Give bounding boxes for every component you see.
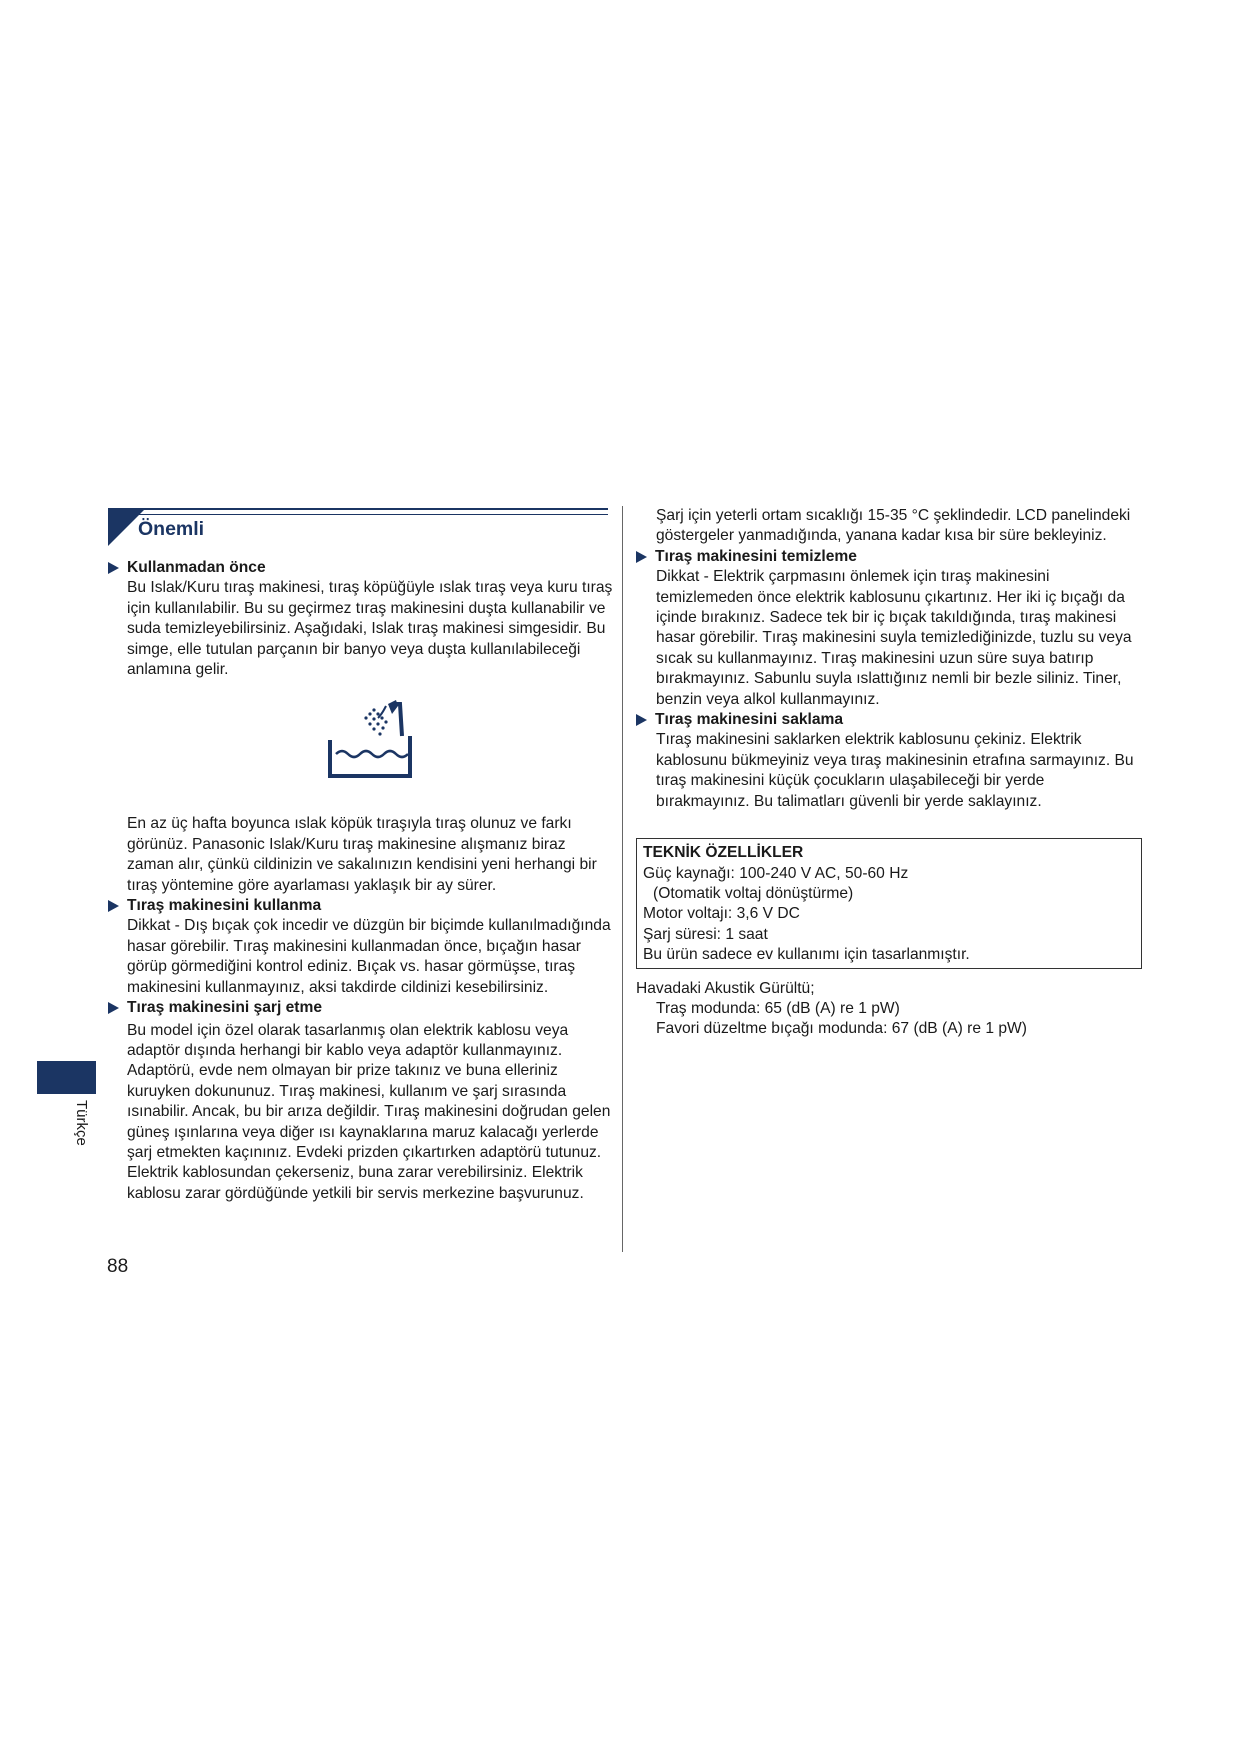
bullet-triangle-icon <box>108 562 119 574</box>
paragraph-storage: Tıraş makinesini saklarken elektrik kablosunu çekiniz. Elektrik kablosunu bükmeyiniz veya tıraş makinesinin etrafına sarmayınız. Bu tıraş makinesini küçük çocukların ulaşabileceği bir yerde bırakmayınız. Bu talimatları güvenli bir yerde saklayınız. <box>656 731 1134 810</box>
bullet-triangle-icon <box>108 1002 119 1014</box>
paragraph-before-use-2: En az üç hafta boyunca ıslak köpük tıraşıyla tıraş olunuz ve farkı görünüz. Panasonic Islak/Kuru tıraş makinesine alışmanız biraz zaman alır, çünkü cildinizin ve sakalınızın kendisini yeni herhangi bir tıraş yöntemine göre ayarlaması yaklaşık bir ay sürer. <box>127 815 597 894</box>
paragraph-using-shaver: Dikkat - Dış bıçak çok incedir ve düzgün bir biçimde kullanılmadığında hasar görebilir. Tıraş makinesini kullanmadan önce, bıçağın hasar görüp görmediğini kontrol ediniz. Bıçak vs. hasar görmüşse, tıraş makinesini kullanmayınız, aksi takdirde cildinizi kesebilirsiniz. <box>127 917 611 996</box>
language-tab <box>37 1061 96 1094</box>
technical-specs-box <box>636 838 1142 968</box>
specs-motor: Motor voltajı: 3,6 V DC <box>643 905 800 923</box>
wet-shaver-shower-icon <box>108 696 613 784</box>
paragraph-charging: Bu model için özel olarak tasarlanmış olan elektrik kablosu veya adaptör dışında herhangi bir kablo veya adaptör kullanmayınız. Adaptörü, evde nem olmayan bir prize takınız ve buna elleriniz kuruyken dokununuz. Tıraş makinesi, kullanım ve şarj sırasında ısınabilir. Ancak, bu bir arıza değildir. Tıraş makinesini doğrudan gelen güneş ışınlarına veya diğer ısı kaynaklarına maruz kalacağı yerlerde şarj etmekten kaçınınız. Evdeki prizden çıkartırken adaptörü tutunuz. Elektrik kablosundan çekerseniz, buna zarar verebilirsiniz. Elektrik kablosu zarar gördüğünde yetkili bir servis merkezine başvurunuz. <box>127 1021 611 1202</box>
header-rule-bottom <box>108 514 608 515</box>
heading-storage <box>636 710 1136 730</box>
heading-before-use <box>108 558 613 578</box>
specs-power: Güç kaynağı: 100-240 V AC, 50-60 Hz <box>643 864 909 882</box>
specs-charge: Şarj süresi: 1 saat <box>643 925 768 943</box>
section-title: Önemli <box>138 518 205 540</box>
specs-note: Bu ürün sadece ev kullanımı için tasarlanmıştır. <box>643 946 970 964</box>
heading-using-shaver <box>108 896 613 916</box>
right-column <box>636 506 1136 1040</box>
heading-cleaning <box>636 547 1136 567</box>
noise-line-1: Traş modunda: 65 (dB (A) re 1 pW) <box>656 999 900 1017</box>
language-label <box>72 1100 92 1160</box>
left-column <box>108 558 613 1204</box>
heading-charging-text: Tıraş makinesini şarj etme <box>127 999 323 1017</box>
header-rule-top <box>108 508 608 510</box>
heading-storage-text: Tıraş makinesini saklama <box>655 711 844 729</box>
paragraph-cleaning: Dikkat - Elektrik çarpmasını önlemek için tıraş makinesini temizlemeden önce elektrik kablosunu çıkartınız. Her iki iç bıçağı da içinde bırakınız. Sadece tek bir iç bıçak takıldığında, tıraş makinesi hasar görebilir. Tıraş makinesini suyla temizlediğinizde, tuzlu su veya sıcak su kullanmayınız. Tıraş makinesini uzun süre suya batırıp bırakmayınız. Sabunlu suyla ıslattığınız nemli bir bezle siliniz. Tiner, benzin veya alkol kullanmayınız. <box>656 568 1132 708</box>
specs-title: TEKNİK ÖZELLİKLER <box>643 844 804 862</box>
language-label-text: Türkçe <box>73 1100 90 1146</box>
noise-line-2: Favori düzeltme bıçağı modunda: 67 (dB (A) re 1 pW) <box>656 1020 1027 1038</box>
bullet-triangle-icon <box>636 714 647 726</box>
specs-power-note: (Otomatik voltaj dönüştürme) <box>653 884 854 902</box>
column-divider <box>622 506 623 1252</box>
page-number: 88 <box>107 1256 129 1277</box>
paragraph-before-use-1: Bu Islak/Kuru tıraş makinesi, tıraş köpüğüyle ıslak tıraş veya kuru tıraş için kullanılabilir. Bu su geçirmez tıraş makinesini duşta kullanabilir ve suda temizleyebilirsiniz. Aşağıdaki, Islak tıraş makinesi simgesidir. Bu simge, elle tutulan parçanın bir banyo veya duşta kullanılabileceği anlamına gelir. <box>127 579 613 679</box>
noise-title: Havadaki Akustik Gürültü; <box>636 979 815 997</box>
bullet-triangle-icon <box>108 900 119 912</box>
shower-bath-icon <box>326 696 416 780</box>
heading-before-use-text: Kullanmadan önce <box>127 559 266 576</box>
paragraph-charging-continued: Şarj için yeterli ortam sıcaklığı 15-35 °C şeklindedir. LCD panelindeki göstergeler yanmadığında, yanana kadar kısa bir süre bekleyiniz. <box>656 507 1131 545</box>
heading-using-shaver-text: Tıraş makinesini kullanma <box>127 897 322 915</box>
bullet-triangle-icon <box>636 551 647 563</box>
heading-charging <box>108 998 613 1018</box>
heading-cleaning-text: Tıraş makinesini temizleme <box>655 547 857 565</box>
